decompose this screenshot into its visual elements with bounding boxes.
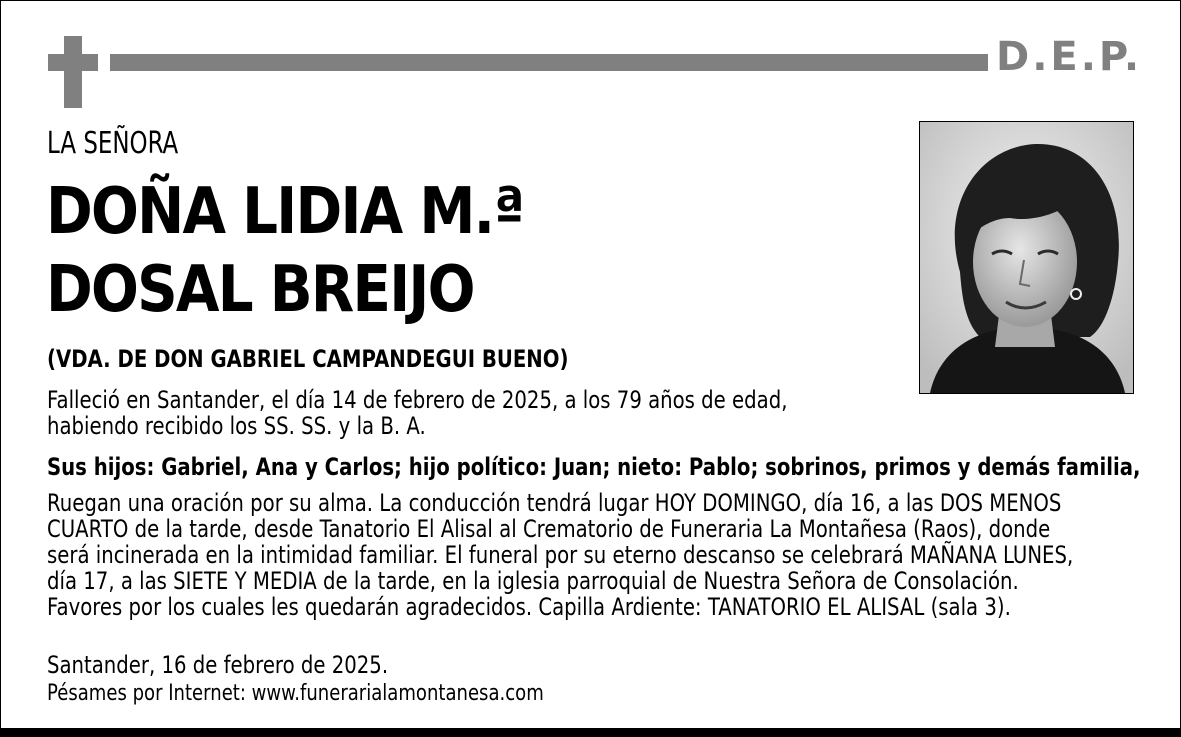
prayer-line: día 17, a las SIETE Y MEDIA de la tarde, en la iglesia parroquial de Nuestra Señora de Consolación. <box>47 567 1019 595</box>
deceased-name-line1: DOÑA LIDIA M.ª <box>46 175 524 249</box>
deceased-name-line2: DOSAL BREIJO <box>46 253 474 327</box>
family-list: Sus hijos: Gabriel, Ana y Carlos; hijo político: Juan; nieto: Pablo; sobrinos, primos y demás familia, <box>47 453 1141 481</box>
prayer-paragraph <box>47 490 1073 620</box>
condolences-link[interactable]: Pésames por Internet: www.funerarialamontanesa.com <box>47 681 544 706</box>
prayer-line: será incinerada en la intimidad familiar. El funeral por su eterno descanso se celebrará MAÑANA LUNES, <box>47 541 1074 569</box>
bottom-border <box>0 728 1181 737</box>
portrait-illustration <box>920 122 1133 393</box>
prayer-line: Ruegan una oración por su alma. La conducción tendrá lugar HOY DOMINGO, día 16, a las DOS MENOS <box>47 489 1062 517</box>
prayer-line: Favores por los cuales les quedarán agradecidos. Capilla Ardiente: TANATORIO EL ALISAL (sala 3). <box>47 593 1011 621</box>
place-date: Santander, 16 de febrero de 2025. <box>47 651 389 679</box>
death-details-line1: Falleció en Santander, el día 14 de febrero de 2025, a los 79 años de edad, <box>47 386 788 414</box>
dep-badge: D.E.P. <box>996 34 1143 80</box>
widow-of: (VDA. DE DON GABRIEL CAMPANDEGUI BUENO) <box>47 345 569 373</box>
prayer-line: CUARTO de la tarde, desde Tanatorio El Alisal al Crematorio de Funeraria La Montañesa (Raos), donde <box>47 515 1051 543</box>
cross-icon <box>48 36 98 108</box>
portrait-photo <box>919 121 1134 394</box>
header-rule <box>110 54 988 71</box>
death-details-line2: habiendo recibido los SS. SS. y la B. A. <box>47 412 426 440</box>
title-label: LA SEÑORA <box>47 126 179 161</box>
